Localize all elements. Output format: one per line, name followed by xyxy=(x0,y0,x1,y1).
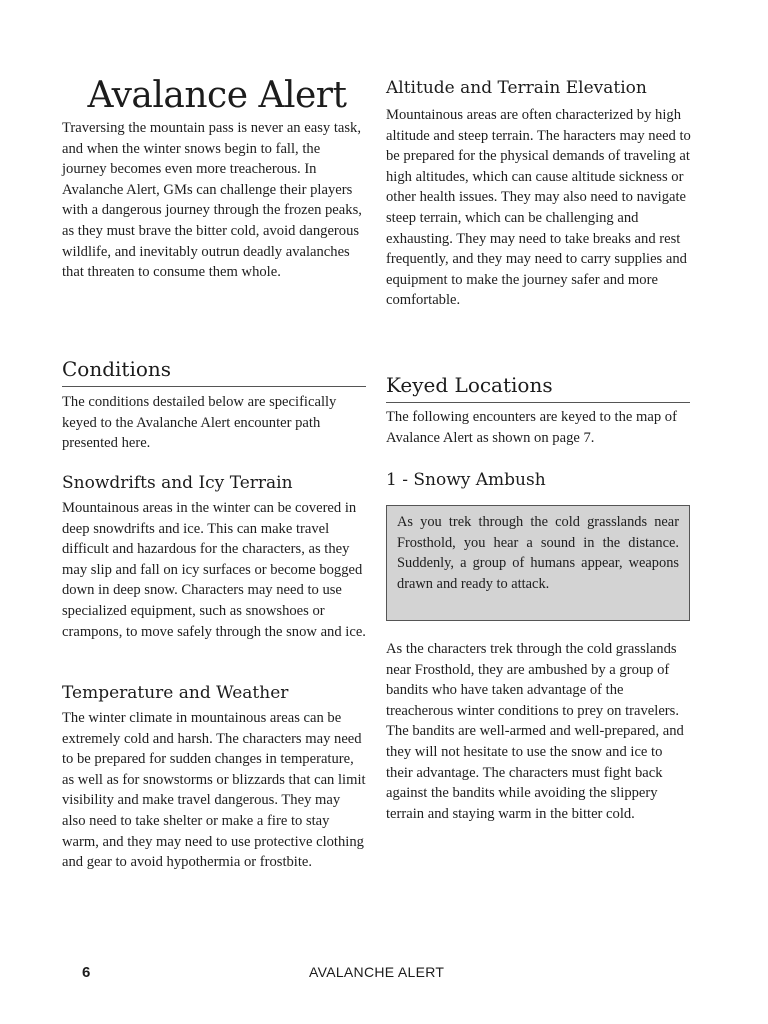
keyed-locations-heading: Keyed Locations xyxy=(386,371,690,403)
snowy-ambush-paragraph: As the characters trek through the cold grasslands near Frosthold, they are ambushed by a group of bandits who have taken advantage of the treacherous winter conditions to prey on travelers. The bandits are well-armed and well-prepared, and they will not hesitate to use the snow and ice to their advantage. The characters must fight back against the bandits while avoiding the slippery terrain and staying warm in the bitter cold. xyxy=(386,641,684,822)
running-title: AVALANCHE ALERT xyxy=(309,964,445,980)
altitude-paragraph: Mountainous areas are often characterized by high altitude and steep terrain. The haracters may need to be prepared for the physical demands of traveling at high altitudes, which can cause altitude sickness or other health issues. They may also need to navigate steep terrain, which can be challenging and exhausting. They may need to take breaks and rest frequently, and they may need to carry supplies and equipment to make the journey safer and more comfortable. xyxy=(386,107,691,309)
page-title: Avalance Alert xyxy=(87,75,347,116)
conditions-paragraph: The conditions destailed below are specifically keyed to the Avalanche Alert encounter path presented here. xyxy=(62,394,337,452)
altitude-heading: Altitude and Terrain Elevation xyxy=(386,78,647,98)
page-number: 6 xyxy=(82,964,91,981)
snowy-ambush-heading: 1 - Snowy Ambush xyxy=(386,470,546,490)
temperature-paragraph: The winter climate in mountainous areas can be extremely cold and harsh. The characters may need to be prepared for sudden changes in temperature, as well as for snowstorms or blizzards that can limit visibility and make travel dangerous. They may also need to take shelter or make a fire to stay warm, and they may need to use protective clothing and gear to avoid hypothermia or frostbite. xyxy=(62,710,366,871)
snowdrifts-heading: Snowdrifts and Icy Terrain xyxy=(62,473,293,493)
read-aloud-box xyxy=(386,505,690,621)
read-aloud-text: As you trek through the cold grasslands near Frosthold, you hear a sound in the distance. Suddenly, a group of humans appear, weapons drawn and ready to attack. xyxy=(397,514,679,592)
snowdrifts-paragraph: Mountainous areas in the winter can be covered in deep snowdrifts and ice. This can make travel difficult and hazardous for the characters, as they may slip and fall on icy surfaces or become bogged down in deep snow. Characters may need to use specialized equipment, such as snowshoes or crampons, to move safely through the snow and ice. xyxy=(62,500,366,640)
temperature-heading: Temperature and Weather xyxy=(62,683,289,703)
conditions-heading: Conditions xyxy=(62,355,366,387)
intro-paragraph: Traversing the mountain pass is never an easy task, and when the winter snows begin to fall, the journey becomes even more treacherous. In Avalanche Alert, GMs can challenge their players with a dangerous journey through the frozen peaks, as they must brave the bitter cold, avoid dangerous wildlife, and inevitably outrun deadly avalanches that threaten to consume them whole. xyxy=(62,120,362,281)
keyed-locations-paragraph: The following encounters are keyed to the map of Avalance Alert as shown on page 7. xyxy=(386,409,677,446)
